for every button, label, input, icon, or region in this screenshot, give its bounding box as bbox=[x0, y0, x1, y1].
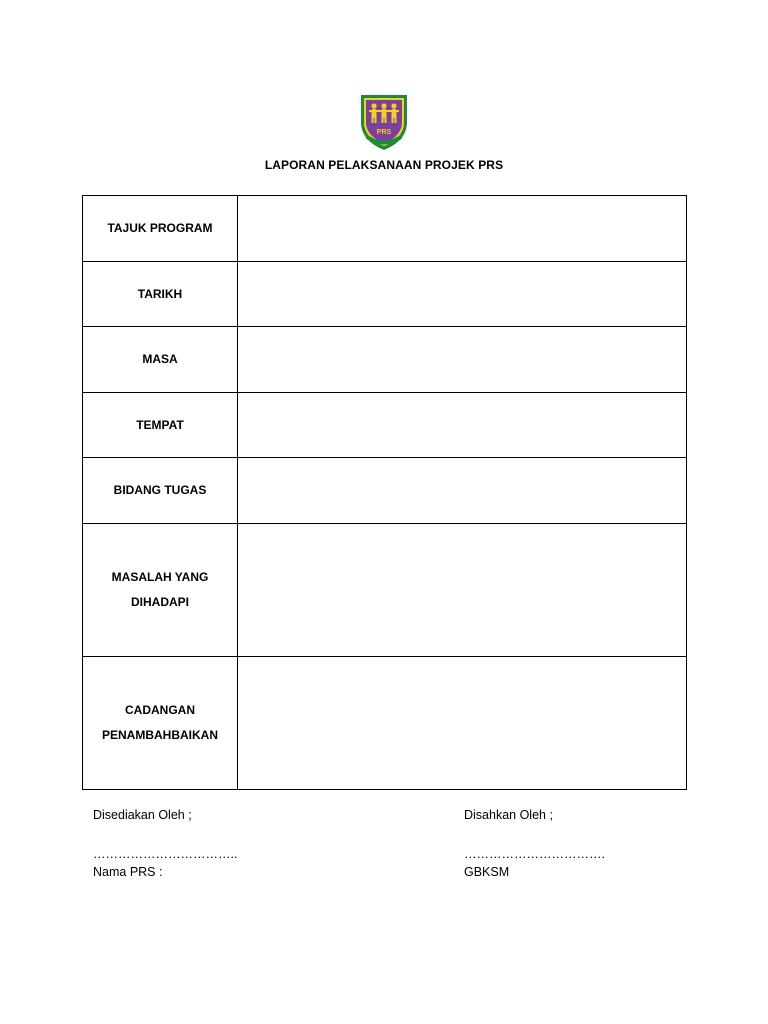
label-tarikh: TARIKH bbox=[83, 262, 238, 327]
approved-by-signature-line: ……………………………. bbox=[464, 847, 605, 861]
label-cadangan-penambahbaikan: CADANGAN PENAMBAHBAIKAN bbox=[83, 657, 238, 790]
form-row-masalah-yang-dihadapi bbox=[83, 524, 687, 657]
prepared-by-name-label: Nama PRS : bbox=[93, 865, 163, 879]
value-tempat[interactable] bbox=[238, 393, 687, 458]
value-tajuk-program[interactable] bbox=[238, 196, 687, 262]
form-row-cadangan-penambahbaikan bbox=[83, 657, 687, 790]
form-row-bidang-tugas bbox=[83, 458, 687, 524]
form-row-tempat bbox=[83, 393, 687, 458]
value-bidang-tugas[interactable] bbox=[238, 458, 687, 524]
value-masa[interactable] bbox=[238, 327, 687, 393]
form-row-tajuk-program bbox=[83, 196, 687, 262]
logo-text: PRS bbox=[376, 129, 392, 136]
label-masa: MASA bbox=[83, 327, 238, 393]
value-masalah-yang-dihadapi[interactable] bbox=[238, 524, 687, 657]
prepared-by-signature-line: …………………………….. bbox=[93, 847, 238, 861]
approved-by-heading: Disahkan Oleh ; bbox=[464, 808, 553, 822]
prs-logo bbox=[358, 92, 410, 152]
value-cadangan-penambahbaikan[interactable] bbox=[238, 657, 687, 790]
label-masalah-yang-dihadapi: MASALAH YANG DIHADAPI bbox=[83, 524, 238, 657]
report-form-table bbox=[82, 195, 687, 790]
label-tajuk-program: TAJUK PROGRAM bbox=[83, 196, 238, 262]
approved-by-name-label: GBKSM bbox=[464, 865, 510, 879]
label-tempat: TEMPAT bbox=[83, 393, 238, 458]
form-row-tarikh bbox=[83, 262, 687, 327]
form-row-masa bbox=[83, 327, 687, 393]
prepared-by-heading: Disediakan Oleh ; bbox=[93, 808, 192, 822]
value-tarikh[interactable] bbox=[238, 262, 687, 327]
label-bidang-tugas: BIDANG TUGAS bbox=[83, 458, 238, 524]
report-title: LAPORAN PELAKSANAAN PROJEK PRS bbox=[264, 158, 504, 172]
